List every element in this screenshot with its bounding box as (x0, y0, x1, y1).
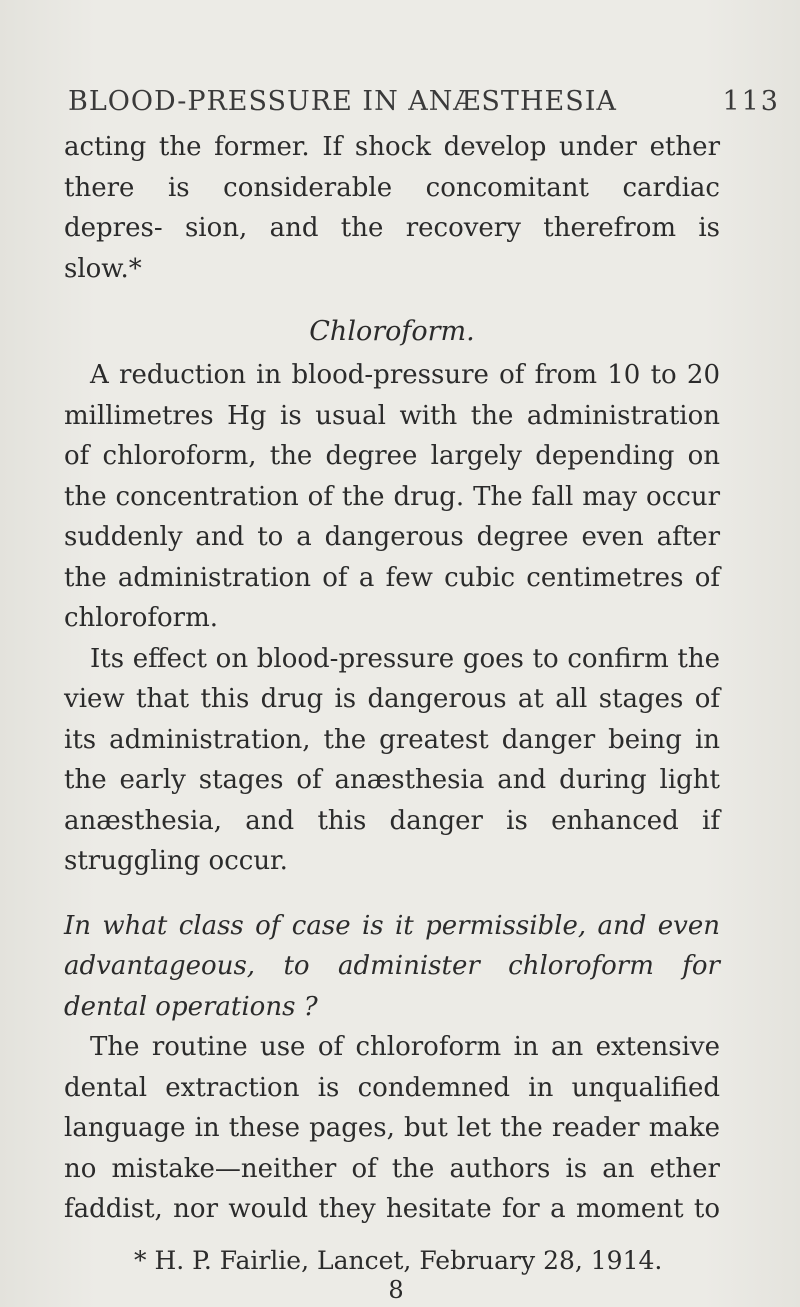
page-number: 113 (722, 86, 780, 117)
paragraph-chloroform-reduction: A reduction in blood-pressure of from 10 to 20 millimetres Hg is usual with the administration of chloroform, the degree largely depending on the concentration of the drug. The fall may occur suddenly and to a dangerous degree even after the administration of a few cubic centimetres of chloroform. (64, 360, 720, 633)
running-header (64, 86, 780, 117)
running-title: BLOOD-PRESSURE IN ANÆSTHESIA (68, 86, 617, 117)
paragraph-chloroform-danger: Its effect on blood-pressure goes to confirm the view that this drug is dangerous at all stages of its administration, the greatest danger being in the early stages of anæsthesia and during light anæsthesia, and this danger is enhanced if struggling occur. (64, 643, 720, 876)
section-heading-chloroform: Chloroform. (309, 316, 475, 347)
paragraph-routine-use: The routine use of chloroform in an extensive dental extraction is condemned in unqualified language in these pages, but let the reader make no mistake—neither of the authors is an ether faddist, nor would they hesitate for a moment to (64, 1032, 720, 1224)
printer-signature: 8 (388, 1275, 404, 1304)
paragraph-ether-shock: acting the former. If shock develop under ether there is considerable concomitant cardiac depres- sion, and the recovery therefrom is slow.* (64, 132, 720, 284)
question-dental-chloroform: In what class of case is it permissible, and even advantageous, to administer chloroform for dental operations ? (64, 910, 720, 1022)
footnote: * H. P. Fairlie, Lancet, February 28, 1914. (134, 1245, 663, 1275)
